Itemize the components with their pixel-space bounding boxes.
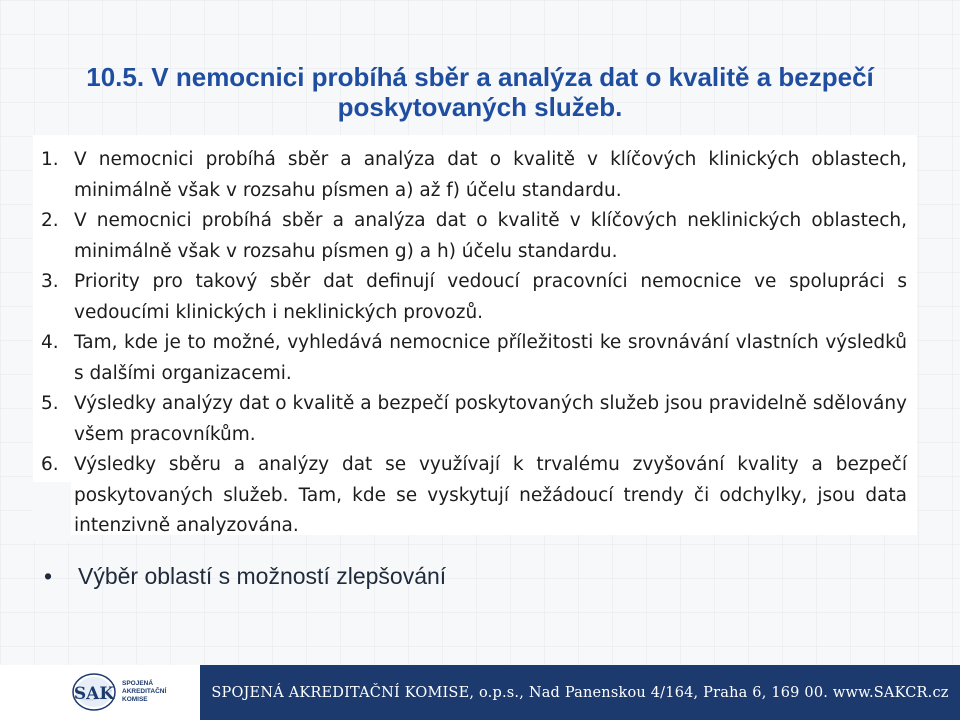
bullet-point: [44, 563, 446, 590]
sak-logo: [72, 672, 166, 712]
item-text: V nemocnici probíhá sběr a analýza dat o kvalitě v klíčových klinických oblastech, minimálně však v rozsahu písmen a) až f) účelu standardu.: [74, 149, 907, 201]
requirements-box: [33, 135, 917, 535]
item-text: V nemocnici probíhá sběr a analýza dat o kvalitě v klíčových neklinických oblastech, minimálně však v rozsahu písmen g) a h) účelu standardu.: [74, 210, 907, 262]
list-item: [41, 389, 907, 450]
logo-letters: SAK: [73, 684, 115, 704]
requirements-list: [41, 145, 907, 542]
item-text: Priority pro takový sběr dat definují vedoucí pracovníci nemocnice ve spolupráci s vedoucími klinických i neklinických provozů.: [74, 271, 907, 323]
bullet-icon: •: [44, 563, 53, 589]
list-item: [41, 328, 907, 389]
logo-line: SPOJENÁ: [122, 680, 154, 687]
footer: [0, 665, 960, 720]
item-number: 4.: [41, 332, 59, 353]
logo-line: KOMISE: [122, 696, 148, 703]
title-line-1: 10.5. V nemocnici probíhá sběr a analýza dat o kvalitě a bezpečí: [86, 62, 874, 92]
item-number: 2.: [41, 210, 59, 231]
item-number: 3.: [41, 271, 59, 292]
item-text: Tam, kde je to možné, vyhledává nemocnice příležitosti ke srovnávání vlastních výsledků s dalšími organizacemi.: [74, 332, 907, 384]
title-line-2: poskytovaných služeb.: [337, 92, 623, 122]
logo-text: [122, 680, 166, 704]
item-number: 1.: [41, 149, 59, 170]
bullet-text: Výběr oblastí s možností zlepšování: [78, 563, 447, 589]
footer-bar: [200, 665, 960, 720]
sak-logo-icon: [72, 672, 116, 712]
list-item: [41, 206, 907, 267]
item-text: Výsledky sběru a analýzy dat se využívají k trvalému zvyšování kvality a bezpečí poskytovaných služeb. Tam, kde se vyskytují nežádoucí trendy či odchylky, jsou data intenzivně analyzována.: [74, 454, 907, 536]
list-item: [41, 450, 907, 542]
list-item: [41, 267, 907, 328]
item-number: 6.: [41, 454, 59, 475]
logo-line: AKREDITAČNÍ: [122, 688, 167, 695]
item-number: 5.: [41, 393, 59, 414]
footer-address: SPOJENÁ AKREDITAČNÍ KOMISE, o.p.s., Nad Panenskou 4/164, Praha 6, 169 00. www.SAKCR.cz: [211, 684, 949, 701]
slide-title: [40, 62, 920, 122]
list-item: [41, 145, 907, 206]
item-text: Výsledky analýzy dat o kvalitě a bezpečí poskytovaných služeb jsou pravidelně sdělovány všem pracovníkům.: [74, 393, 907, 445]
